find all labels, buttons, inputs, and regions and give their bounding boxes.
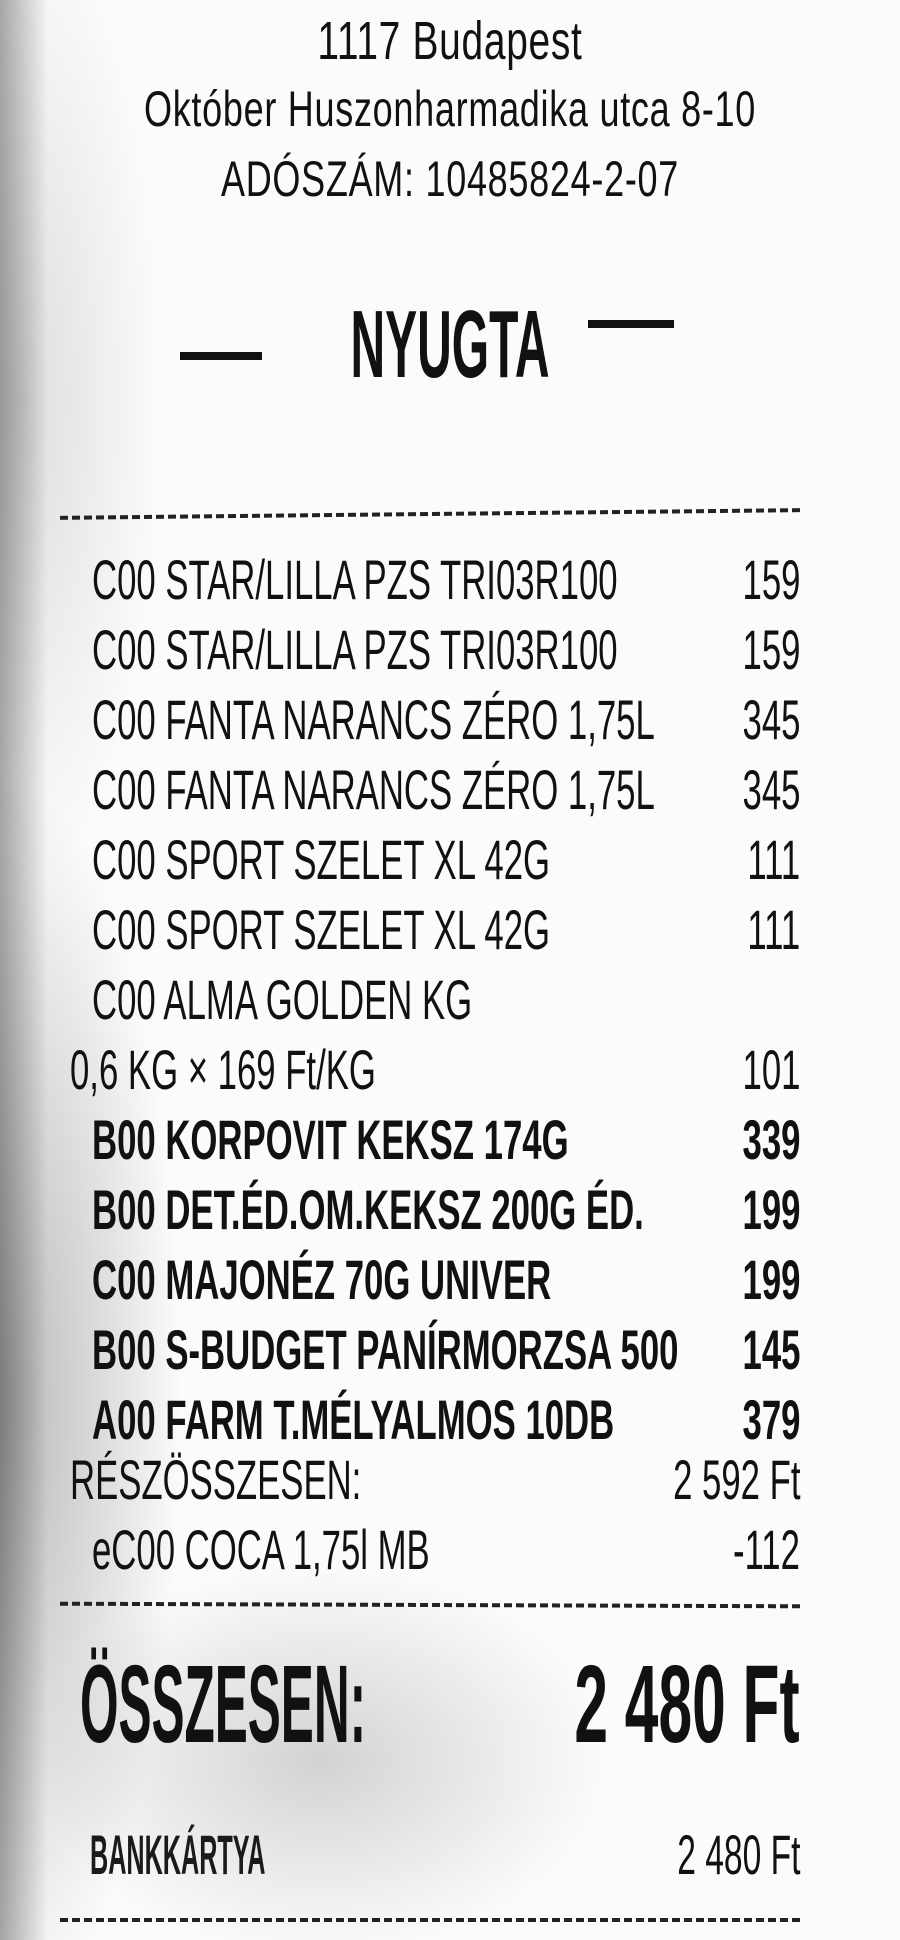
payment-method: BANKKÁRTYA (90, 1823, 266, 1886)
item-description: C00 FANTA NARANCS ZÉRO 1,75L (92, 688, 655, 751)
discount-row (70, 1515, 800, 1585)
line-item (70, 1175, 800, 1245)
item-description: C00 STAR/LILLA PZS TRI03R100 (92, 548, 618, 611)
item-price: 159 (742, 618, 800, 681)
item-price: 339 (742, 1108, 800, 1171)
store-city: 1117 Budapest (317, 11, 583, 71)
line-item (70, 615, 800, 685)
receipt-title: NYUGTA (350, 291, 550, 398)
item-list (70, 545, 800, 1455)
item-price: 345 (742, 688, 800, 751)
discount-description: eC00 COCA 1,75l MB (92, 1518, 430, 1581)
receipt-title-row (0, 290, 900, 410)
item-price: 111 (747, 828, 800, 891)
item-price: 159 (742, 548, 800, 611)
item-price: 199 (742, 1178, 800, 1241)
item-description: C00 MAJONÉZ 70G UNIVER (92, 1248, 552, 1311)
item-description: C00 FANTA NARANCS ZÉRO 1,75L (92, 758, 655, 821)
subtotal-value: 2 592 Ft (672, 1448, 800, 1511)
separator-bottom (60, 1918, 800, 1922)
item-price: 101 (742, 1038, 800, 1101)
total-row (70, 1640, 800, 1770)
payment-row (70, 1810, 800, 1900)
item-description: C00 SPORT SZELET XL 42G (92, 898, 551, 961)
line-item (70, 545, 800, 615)
line-item (70, 965, 800, 1035)
subtotal-row (70, 1445, 800, 1515)
line-item (70, 1315, 800, 1385)
line-item-weight (70, 1035, 800, 1105)
line-item (70, 1105, 800, 1175)
item-description: C00 SPORT SZELET XL 42G (92, 828, 551, 891)
line-item (70, 1245, 800, 1315)
item-description: B00 DET.ÉD.OM.KEKSZ 200G ÉD. (92, 1178, 644, 1241)
payment-amount: 2 480 Ft (676, 1823, 800, 1886)
item-price: 199 (742, 1248, 800, 1311)
discount-value: -112 (733, 1518, 800, 1581)
item-price: 145 (742, 1318, 800, 1381)
item-description: B00 S-BUDGET PANÍRMORZSA 500 (92, 1318, 679, 1381)
tax-number: ADÓSZÁM: 10485824-2-07 (220, 151, 680, 207)
line-item (70, 755, 800, 825)
item-price: 345 (742, 758, 800, 821)
line-item (70, 685, 800, 755)
store-address: Október Huszonharmadika utca 8-10 (143, 81, 757, 137)
item-price: 111 (747, 898, 800, 961)
line-item (70, 895, 800, 965)
item-price: 379 (742, 1388, 800, 1451)
total-value: 2 480 Ft (574, 1643, 800, 1766)
item-description: C00 ALMA GOLDEN KG (92, 968, 473, 1031)
item-description: A00 FARM T.MÉLYALMOS 10DB (92, 1388, 615, 1451)
item-description: C00 STAR/LILLA PZS TRI03R100 (92, 618, 618, 681)
subtotal-label: RÉSZÖSSZESEN: (70, 1448, 362, 1511)
item-description: B00 KORPOVIT KEKSZ 174G (92, 1108, 569, 1171)
item-description: 0,6 KG × 169 Ft/KG (70, 1038, 376, 1101)
title-dash-right (588, 320, 674, 328)
line-item (70, 825, 800, 895)
total-label: ÖSSZESEN: (80, 1643, 367, 1766)
